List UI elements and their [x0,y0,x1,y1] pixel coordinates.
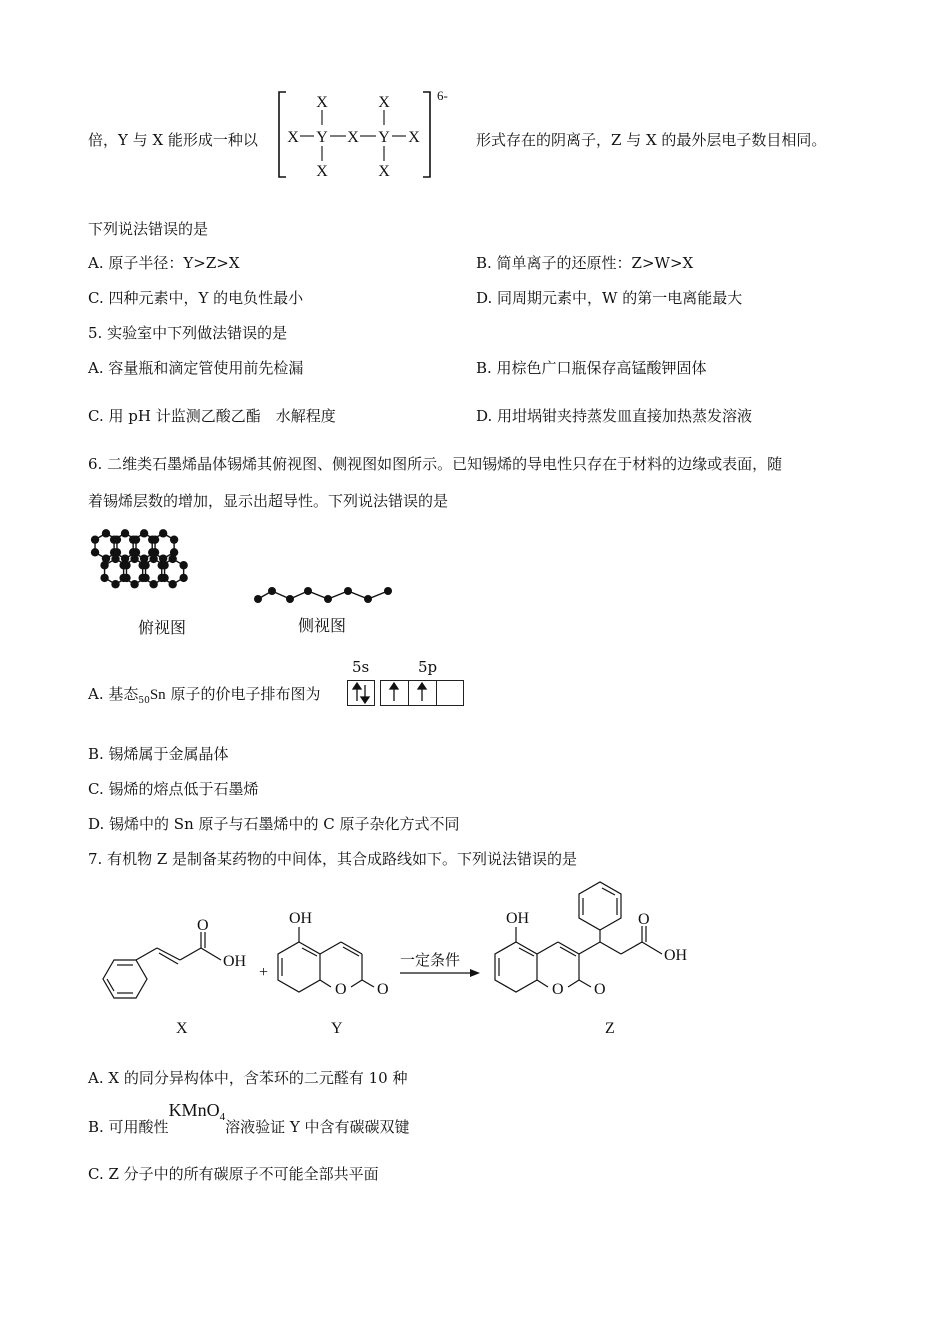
kmno4-formula: KMnO [168,1100,220,1120]
tin-atom [158,574,166,582]
q6-option-a-prefix: A. 基态 [88,685,139,703]
tin-atom [130,580,138,588]
x-o-label: O [197,917,209,934]
q7-stem: 7. 有机物 Z 是制备某药物的中间体，其合成路线如下。下列说法错误的是 [88,850,578,868]
q5-option-a: A. 容量瓶和滴定管使用前先检漏 [88,359,304,377]
orbital-5s-label: 5s [352,658,370,676]
tin-atom [91,548,99,556]
kmno4-subscript: 4 [219,1111,226,1123]
tin-atom [100,574,108,582]
anion-x-left: X [287,129,299,146]
q5-option-b: B. 用棕色广口瓶保存高锰酸钾固体 [476,359,707,377]
tin-atom [140,529,148,537]
q4-suffix: 形式存在的阴离子，Z 与 X 的最外层电子数目相同。 [476,131,827,149]
q7-option-b-prefix: B. 可用酸性 [88,1118,169,1136]
tin-atom [138,574,146,582]
label-y: Y [331,1020,343,1037]
q7-option-a: A. X 的同分异构体中，含苯环的二元醛有 10 种 [88,1069,408,1087]
tin-atom [121,529,129,537]
z-acid-oh-label: OH [664,947,688,964]
tin-atom [119,561,127,569]
q7-option-b-suffix: 溶液验证 Y 中含有碳碳双键 [225,1118,410,1136]
q4-option-c: C. 四种元素中，Y 的电负性最小 [88,289,304,307]
q6-option-a-suffix: 原子的价电子排布图为 [165,685,321,703]
anion-x-bottom-right: X [378,163,390,180]
tin-atom [119,574,127,582]
q5-option-d: D. 用坩埚钳夹持蒸发皿直接加热蒸发溶液 [476,407,753,425]
tin-atom [168,555,176,563]
top-view-label: 俯视图 [138,618,187,637]
q7-option-b [88,1100,410,1140]
q6-stem-line1: 6. 二维类石墨烯晶体锡烯其俯视图、侧视图如图所示。已知锡烯的导电性只存在于材料的边缘或表面，随 [88,455,783,473]
tin-atom [149,555,157,563]
sn-symbol: Sn [149,687,166,703]
reaction-condition: 一定条件 [400,951,461,969]
label-z: Z [605,1020,615,1037]
sn-atomic-number: 50 [138,696,150,706]
anion-y-right: Y [378,129,390,146]
anion-x-top-left: X [316,94,328,111]
q4-option-b: B. 简单离子的还原性：Z>W>X [476,254,694,272]
q6-stem-line2: 着锡烯层数的增加，显示出超导性。下列说法错误的是 [88,492,449,510]
q6-option-a [88,684,320,711]
q4-prefix: 倍，Y 与 X 能形成一种以 [88,131,258,149]
q5-stem: 5. 实验室中下列做法错误的是 [88,324,288,342]
q4-option-a: A. 原子半径：Y>Z>X [88,254,240,272]
side-view-label: 侧视图 [298,616,347,635]
tin-atom [91,535,99,543]
anion-y-left: Y [316,129,328,146]
tin-atom [130,555,138,563]
tin-atom [138,561,146,569]
tin-atom [159,529,167,537]
q6-option-d: D. 锡烯中的 Sn 原子与石墨烯中的 C 原子杂化方式不同 [88,815,460,833]
tin-atom [111,580,119,588]
anion-x-top-right: X [378,94,390,111]
tin-atom [170,535,178,543]
y-carbonyl-o-label: O [377,981,389,998]
anion-charge: 6- [437,88,448,103]
stanene-side-view [252,580,397,605]
z-oh-label: OH [506,910,530,927]
tin-atom [168,580,176,588]
anion-x-bottom-left: X [316,163,328,180]
z-ring-o-label: O [552,981,564,998]
tin-atom [111,555,119,563]
tin-atom [179,561,187,569]
y-ring-o-label: O [335,981,347,998]
tin-atom [102,529,110,537]
tin-atom [110,535,118,543]
tin-atom [148,535,156,543]
synthesis-scheme [84,890,704,1040]
x-oh-label: OH [223,953,247,970]
tin-atom [100,561,108,569]
q4-stem: 下列说法错误的是 [88,220,209,238]
z-acid-o-label: O [638,911,650,928]
q6-option-b: B. 锡烯属于金属晶体 [88,745,229,763]
q6-option-c: C. 锡烯的熔点低于石墨烯 [88,780,259,798]
q7-option-c: C. Z 分子中的所有碳原子不可能全部共平面 [88,1165,379,1183]
stanene-top-view [84,518,244,618]
anion-x-right: X [408,129,420,146]
electron-arrows [347,680,467,706]
tin-atom [149,580,157,588]
q5-option-c: C. 用 pH 计监测乙酸乙酯 水解程度 [88,407,336,425]
label-x: X [176,1020,188,1037]
tin-atom [158,561,166,569]
orbital-5p-label: 5p [418,658,438,676]
y-oh-label: OH [289,910,313,927]
anion-structure [276,88,456,183]
q4-option-d: D. 同周期元素中，W 的第一电离能最大 [476,289,743,307]
z-carbonyl-o-label: O [594,981,606,998]
tin-atom [179,574,187,582]
tin-atom [129,535,137,543]
anion-x-bridge: X [347,129,359,146]
plus-sign: + [259,964,269,981]
